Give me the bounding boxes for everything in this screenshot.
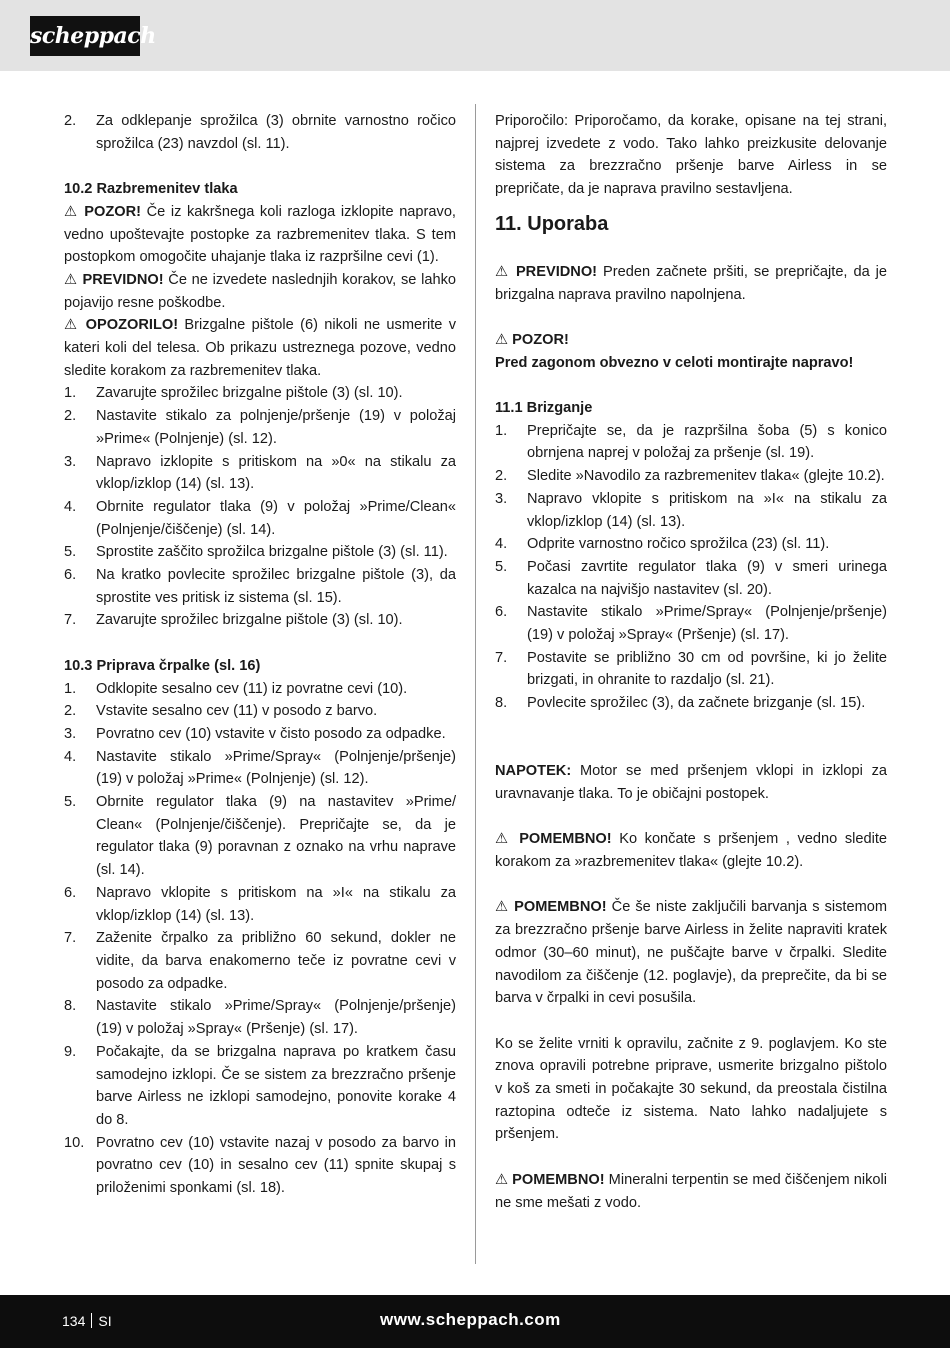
website-url: www.scheppach.com xyxy=(380,1310,561,1329)
steps-list-10-2 xyxy=(64,382,456,632)
warning-paragraph: ⚠ OPOZORILO! Brizgalne pištole (6) nikoli ne usmerite v kateri koli del telesa. Ob prikazu ustreznega pozove, vedno sledite korakom za razbremenitev tlaka. xyxy=(64,317,456,379)
list-item: 2. Sledite »Navodilo za razbremenitev tlaka« (glejte 10.2). xyxy=(495,468,885,485)
list-item: 6. Nastavite stikalo »Prime/Spray« (Polnjenje/pršenje) (19) v položaj »Spray« (Pršenje) (sl. 17). xyxy=(495,604,887,644)
warning-paragraph: ⚠ PREVIDNO! Če ne izvedete naslednjih korakov, se lahko pojavijo resne poškodbe. xyxy=(64,271,456,311)
section-heading-11: 11. Uporaba xyxy=(495,212,609,235)
note-label: NAPOTEK: xyxy=(495,763,572,780)
list-item: 3. Povratno cev (10) vstavite v čisto posodo za odpadke. xyxy=(64,725,446,742)
warning-paragraph: ⚠ POZOR! Če iz kakršnega koli razloga izklopite napravo, vedno upoštevajte postopke za razbremenitev tlaka. S tem postopkom omogočite uhajanje tlaka iz razpršilne cevi (1). xyxy=(64,203,456,266)
language-code: SI xyxy=(98,1313,112,1329)
list-item: 6. Napravo vklopite s pritiskom na »I« na stikalu za vklop/izklop (14) (sl. 13). xyxy=(64,884,456,924)
list-item: 4. Odprite varnostno ročico sprožilca (23) (sl. 11). xyxy=(495,536,830,553)
list-item: 2. Za odklepanje sprožilca (3) obrnite varnostno ročico sprožilca (23) navzdol (sl. 11). xyxy=(64,113,456,152)
section-heading-10-3: 10.3 Priprava črpalke (sl. 16) xyxy=(64,657,261,674)
list-item: 1. Odklopite sesalno cev (11) iz povratne cevi (10). xyxy=(64,680,408,697)
list-item: 3. Napravo izklopite s pritiskom na »0« na stikalu za vklop/izklop (14) (sl. 13). xyxy=(64,453,456,493)
warning-label: ⚠ PREVIDNO! xyxy=(495,263,598,280)
warning-label: ⚠ POZOR! xyxy=(495,331,569,348)
scheppach-logo: scheppach xyxy=(30,16,140,56)
steps-list-10-3 xyxy=(64,678,456,1200)
left-column xyxy=(64,110,456,1200)
caution-paragraph: ⚠ PREVIDNO! Preden začnete pršiti, se prepričajte, da je brizgalna naprava pravilno napolnjena. xyxy=(495,263,887,303)
important-paragraph: ⚠ POMEMBNO! Mineralni terpentin se med čiščenjem nikoli ne sme mešati z vodo. xyxy=(495,1171,887,1211)
steps-list-11-1 xyxy=(495,420,887,715)
page-footer xyxy=(0,1295,950,1348)
list-item: 4. Nastavite stikalo »Prime/Spray« (Polnjenje/pršenje) (19) v položaj »Prime« (Polnjenje) (sl. 12). xyxy=(64,748,456,788)
list-item: 7. Postavite se približno 30 cm od površine, ki jo želite brizgati, in ohranite to razdaljo (sl. 21). xyxy=(495,649,887,689)
list-item: 3. Napravo vklopite s pritiskom na »I« na stikalu za vklop/izklop (14) (sl. 13). xyxy=(495,490,887,530)
warning-label: ⚠ PREVIDNO! xyxy=(64,271,164,288)
warning-label: ⚠ POMEMBNO! xyxy=(495,1171,605,1188)
list-item: 7. Zaženite črpalko za približno 60 sekund, dokler ne vidite, da barva enakomerno teče iz povratne cevi v posodo za odpadke. xyxy=(64,930,456,992)
list-item: 2. Nastavite stikalo za polnjenje/pršenje (19) v položaj »Prime« (Polnjenje) (sl. 12). xyxy=(64,408,456,447)
important-paragraph: ⚠ POMEMBNO! Ko končate s pršenjem , vedno sledite korakom za »razbremenitev tlaka« (glejte 10.2). xyxy=(495,831,887,871)
warning-label: ⚠ OPOZORILO! xyxy=(64,317,179,334)
list-item: 5. Obrnite regulator tlaka (9) na nastavitev »Prime/ Clean« (Polnjenje/čiščenje). Prepričajte se, da je regulator tlaka (9) poravnan z oznako na vrhu naprave (sl. 14). xyxy=(64,794,456,879)
section-heading-10-2: 10.2 Razbremenitev tlaka xyxy=(64,181,238,198)
list-item: 7. Zavarujte sprožilec brizgalne pištole (3) (sl. 10). xyxy=(64,612,403,629)
list-item: 8. Nastavite stikalo »Prime/Spray« (Polnjenje/pršenje) (19) v položaj »Spray« (Pršenje) (sl. 17). xyxy=(64,998,456,1038)
list-item: 8. Povlecite sprožilec (3), da začnete brizganje (sl. 15). xyxy=(495,695,866,712)
list-item: 10. Povratno cev (10) vstavite nazaj v posodo za barvo in povratno cev (10) in sesalno cev (11) spnite skupaj s priloženimi sponkami (sl. 18). xyxy=(64,1134,456,1197)
list-item: 9. Počakajte, da se brizgalna naprava po kratkem času samodejno izklopi. Če se sistem za brezzračno pršenje barve Airless ne izklopi samodejno, ponovite korake 4 do 8. xyxy=(64,1043,456,1128)
right-column xyxy=(495,110,887,1214)
warning-label: ⚠ POZOR! xyxy=(64,203,141,220)
recommendation-paragraph: Priporočilo: Priporočamo, da korake, opisane na tej strani, najprej izvedete z vodo. Tako lahko preizkusite delovanje sistema za brezzračno pršenje barve Airless in se prepričate, da je naprava pravilno sestavljena. xyxy=(495,113,887,198)
page-number: 134 SI xyxy=(62,1313,112,1329)
list-item: 1. Zavarujte sprožilec brizgalne pištole (3) (sl. 10). xyxy=(64,385,403,402)
warning-label: ⚠ POMEMBNO! xyxy=(495,831,612,848)
list-item: 4. Obrnite regulator tlaka (9) v položaj »Prime/Clean« (Polnjenje/čiščenje) (sl. 14). xyxy=(64,498,456,538)
important-paragraph: ⚠ POMEMBNO! Če še niste zaključili barvanja s sistemom za brezzračno pršenje barve Airless in želite napraviti kratek odmor (30–60 minut), ne puščajte barve v črpalki. Sledite navodilom za čiščenje (12. poglavje), da preprečite, da bi se barva v črpalki in cevi posušila. xyxy=(495,899,888,1007)
list-item: 5. Počasi zavrtite regulator tlaka (9) v smeri urinega kazalca na najvišjo nastavitev (sl. 20). xyxy=(495,558,887,598)
note-paragraph: NAPOTEK: Motor se med pršenjem vklopi in izklopi za uravnavanje tlaka. To je običajni postopek. xyxy=(495,763,887,802)
column-divider xyxy=(475,104,476,1264)
page-header xyxy=(0,0,950,71)
section-heading-11-1: 11.1 Brizganje xyxy=(495,400,593,416)
resume-paragraph: Ko se želite vrniti k opravilu, začnite z 9. poglavjem. Ko ste znova opravili potrebne priprave, usmerite brizgalno pištolo v koš za smeti in počakajte 30 sekund, da preostala čistilna raztopina odteče iz sistema. Nato lahko nadaljujete s pršenjem. xyxy=(495,1035,887,1143)
warning-text: Pred zagonom obvezno v celoti montirajte napravo! xyxy=(495,354,854,371)
list-item: 1. Prepričajte se, da je razpršilna šoba (5) s konico obrnjena naprej v položaj za pršenje (sl. 19). xyxy=(495,422,887,462)
list-item: 5. Sprostite zaščito sprožilca brizgalne pištole (3) (sl. 11). xyxy=(64,544,448,561)
warning-label: ⚠ POMEMBNO! xyxy=(495,899,607,916)
list-item: 6. Na kratko povlecite sprožilec brizgalne pištole (3), da sprostite ves pritisk iz sistema (sl. 15). xyxy=(64,567,456,606)
list-item: 2. Vstavite sesalno cev (11) v posodo z barvo. xyxy=(64,703,378,720)
